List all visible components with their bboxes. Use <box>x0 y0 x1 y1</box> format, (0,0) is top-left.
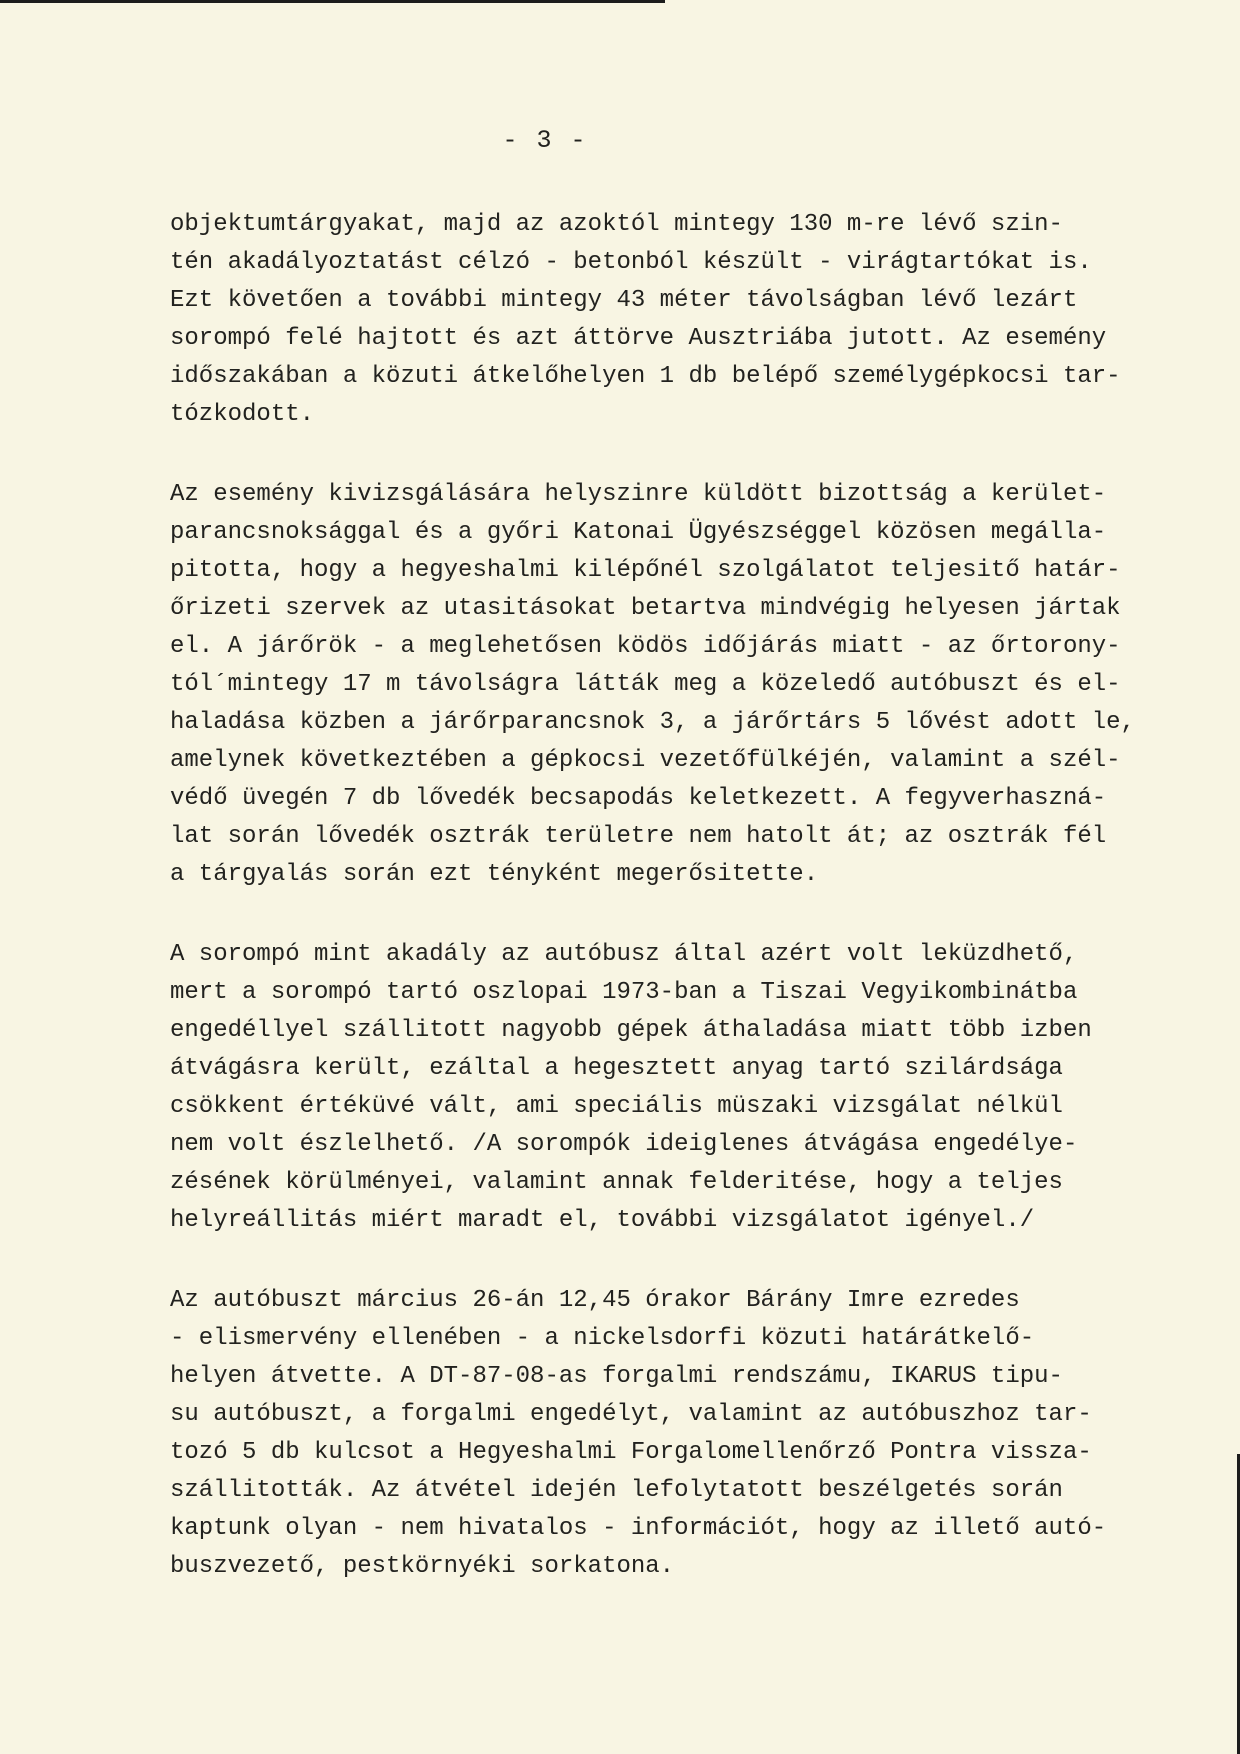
scan-edge-artifact-top <box>0 0 665 3</box>
text-line: buszvezető, pestkörnyéki sorkatona. <box>170 1553 675 1580</box>
page-number: - 3 - <box>502 126 588 155</box>
text-line: amelynek következtében a gépkocsi vezetőfülkéjén, valamint a szél- <box>170 747 1121 774</box>
paragraph <box>170 206 1121 434</box>
text-line: su autóbuszt, a forgalmi engedélyt, valamint az autóbuszhoz tar- <box>170 1401 1092 1428</box>
text-line: időszakában a közuti átkelőhelyen 1 db belépő személygépkocsi tar- <box>170 363 1121 390</box>
text-line: helyreállitás miért maradt el, további vizsgálatot igényel./ <box>170 1207 1035 1234</box>
text-line: Az autóbuszt március 26-án 12,45 órakor Bárány Imre ezredes <box>170 1287 1020 1314</box>
text-line: a tárgyalás során ezt tényként megerősitette. <box>170 861 819 888</box>
text-line: el. A járőrök - a meglehetősen ködös időjárás miatt - az őrtorony- <box>170 633 1121 660</box>
text-line: A sorompó mint akadály az autóbusz által azért volt leküzdhető, <box>170 941 1078 968</box>
document-body <box>170 206 1135 1628</box>
text-line: őrizeti szervek az utasitásokat betartva mindvégig helyesen jártak <box>170 595 1121 622</box>
text-line: - elismervény ellenében - a nickelsdorfi közuti határátkelő- <box>170 1325 1035 1352</box>
text-line: átvágásra került, ezáltal a hegesztett anyag tartó szilárdsága <box>170 1055 1063 1082</box>
text-line: nem volt észlelhető. /A sorompók ideiglenes átvágása engedélye- <box>170 1131 1078 1158</box>
paragraph <box>170 936 1110 1240</box>
paragraph <box>170 1282 1110 1586</box>
text-line: lat során lővedék osztrák területre nem hatolt át; az osztrák fél <box>170 823 1107 850</box>
text-line: objektumtárgyakat, majd az azoktól mintegy 130 m-re lévő szin- <box>170 211 1063 238</box>
text-line: tén akadályoztatást célzó - betonból készült - virágtartókat is. <box>170 249 1092 276</box>
paragraph <box>170 476 1135 894</box>
text-line: mert a sorompó tartó oszlopai 1973-ban a Tiszai Vegyikombinátba <box>170 979 1078 1006</box>
text-line: tózkodott. <box>170 401 315 428</box>
text-line: parancsnoksággal és a győri Katonai Ügyészséggel közösen megálla- <box>170 519 1107 546</box>
text-line: helyen átvette. A DT-87-08-as forgalmi rendszámu, IKARUS tipu- <box>170 1363 1063 1390</box>
text-line: kaptunk olyan - nem hivatalos - információt, hogy az illető autó- <box>170 1515 1107 1542</box>
text-line: szállitották. Az átvétel idején lefolytatott beszélgetés során <box>170 1477 1063 1504</box>
text-line: zésének körülményei, valamint annak felderitése, hogy a teljes <box>170 1169 1063 1196</box>
text-line: Ezt követően a további mintegy 43 méter távolságban lévő lezárt <box>170 287 1078 314</box>
text-line: tól´mintegy 17 m távolságra látták meg a közeledő autóbuszt és el- <box>170 671 1121 698</box>
text-line: sorompó felé hajtott és azt áttörve Ausztriába jutott. Az esemény <box>170 325 1107 352</box>
text-line: csökkent értéküvé vált, ami speciális müszaki vizsgálat nélkül <box>170 1093 1063 1120</box>
text-line: védő üvegén 7 db lővedék becsapodás keletkezett. A fegyverhaszná- <box>170 785 1107 812</box>
text-line: pitotta, hogy a hegyeshalmi kilépőnél szolgálatot teljesitő határ- <box>170 557 1121 584</box>
text-line: engedéllyel szállitott nagyobb gépek áthaladása miatt több izben <box>170 1017 1092 1044</box>
text-line: Az esemény kivizsgálására helyszinre küldött bizottság a kerület- <box>170 481 1107 508</box>
text-line: tozó 5 db kulcsot a Hegyeshalmi Forgalomellenőrző Pontra vissza- <box>170 1439 1092 1466</box>
text-line: haladása közben a járőrparancsnok 3, a járőrtárs 5 lővést adott le, <box>170 709 1135 736</box>
